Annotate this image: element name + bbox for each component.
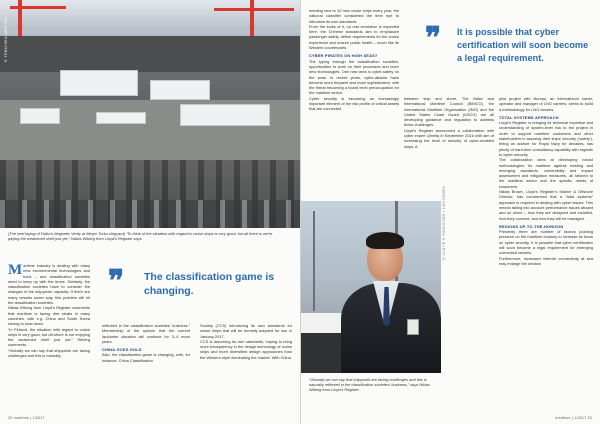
quote-mark-icon: ❞ [425,22,439,55]
drop-cap: M [8,262,23,278]
page-footer: 22 maritime | 1/2017 [8,416,45,420]
quote-mark-icon: ❞ [108,265,122,298]
text-column-1: Maritime industry is dealing with many new environmental technologies and fuels – and classification societies need to keep up with the times. Similarly, the classification societies have to consider the changes in the shipyards’ capacity. If there are many vessels under way, this problem will hit the classification societies. Niklas Wiberg from Lloyd’s Register comments that maritime is facing dire straits in many countries, with e.g. China and South Korea having to slow down. “In Finland, the situation with regard to cruise ships is very good, but off-shore is not enjoying the weakened shelf just yet,” Wiberg comments. “Globally we can say that shipyards are facing challenges and this is naturally [8,262,90,359]
right-page [300,0,600,424]
text-column-2: reflected in the classification societies’ business.” Membership of the opinion that the current lackluster situation will continue for 3–4 more years. CHINA GOES GOLD Also, the classification game is changing, with, for instance, China Classification [102,323,190,363]
subheading: CHINA GOES GOLD [102,347,142,353]
photo-credit: © TEBU/SEA ARRIVAL [4,16,8,62]
page-footer: maritime | 1/2017 23 [555,416,592,420]
shipyard-photo [0,0,300,228]
photo-credit: © LLOYD'S REGISTER / LEHTONEN [442,185,446,260]
text-column-6: pilot project with Bureau, an international owner, operator and manager of LNG carriers, seeks to build a methodology for LNG vessels. TOTAL SYSTEMS APPROACH Lloyd’s Register is bringing its technical expertise and understanding of system-level risk to the project in order to support maritime customers and other stakeholders in assuring their ships’ security (‘safety’), being an adviser for Royal Navy for decades, has plenty of hard-time consultancy capability with regards to cyber-security. The collaboration aims at developing robust methodologies for maritime against existing and emerging standards, vulnerability and impact assessment and mitigation measures, all tailored to the maritime sector and the specific needs of customers. Niklas Brown, Lloyd’s Register’s Marine & Offshore Director, has commented that a “total systems” approach is required in dealing with cyber issues. This means taking into account performance issues aboard and on shore – how they are designed and installed, how they connect, and how they will be managed. REGIONS UP-TO-THE-HORIZON Presently there are number of factors pushing pressure on the maritime industry to increase its focus on cyber security. It is possible that cyber certification will soon become a legal requirement for emerging connected vessels. Furthermore, increased internet connectivity at sea may enlarge the window [499,96,593,266]
photo-caption: (The keel laying of Falko’s Magnetic Verity at Meyer Turku shipyard) “To think of the situation with regard to cruise ships is very good, but all there is we’re paying the weakened shelf just yet,” Niklas Wiberg from Lloyd’s Register says. [8,231,273,241]
pull-quote: ❞ It is possible that cyber certification will soon become a legal requirement. [425,22,589,63]
subheading: CYBER PIRATES ON HIGH SEAS? [309,53,378,59]
text-column-4: needing new to 10 new cruise ships every year, the national classifier considered the time ripe to introduce its own standards. From the looks of it, no real revolution is expected here: the Chinese standards aim to emphasize passenger safety, define requirements for the cruise experience and ensure public health – much like its Western counterparts. CYBER PIRATES ON HIGH SEAS? The typing through the classification societies, opportunities to work on their processes and learn new technologies. One new area is cyber-safety on the seas. In recent years, cyber-attacks have become more frequent and more sophisticated, with the threat becoming a board level preoccupation for the maritime sector. Cyber security is becoming an increasingly important element of the risk profile of critical assets that are connected [309,8,399,112]
subheading: TOTAL SYSTEMS APPROACH [499,114,559,120]
text-column-5: between ship and shore. The Baltic and International Maritime Council (BIMCO), the International Maritime Organization (IMO) and the United States Coast Guard (USCG) are all developing guidance and regulation to address these challenges. Lloyd’s Register announced a collaboration with cyber expert Qinetiq in September 2016 with aim of increasing the level of security of cyber-enabled ships. A [404,96,494,149]
portrait-photo [301,201,441,373]
pull-quote: ❞ The classification game is changing. [108,265,275,298]
name-badge [407,319,419,335]
subheading: REGIONS UP-TO-THE-HORIZON [499,223,564,229]
photo-caption: “Globally we can say that shipyards are facing challenges and this is naturally reflected in the classification societies’ business,” says Niklas Wiberg from Lloyd’s Register. [309,377,430,392]
text-column-3: Society (CCS) introducing its own standards for cruise ships that will be formally adopted for use in January 2017. CCS is launching its own standards, hoping to bring more transparency in the design technology of cruise ships and more diversified design approaches than the Western style dominating the market. With China [200,323,292,360]
